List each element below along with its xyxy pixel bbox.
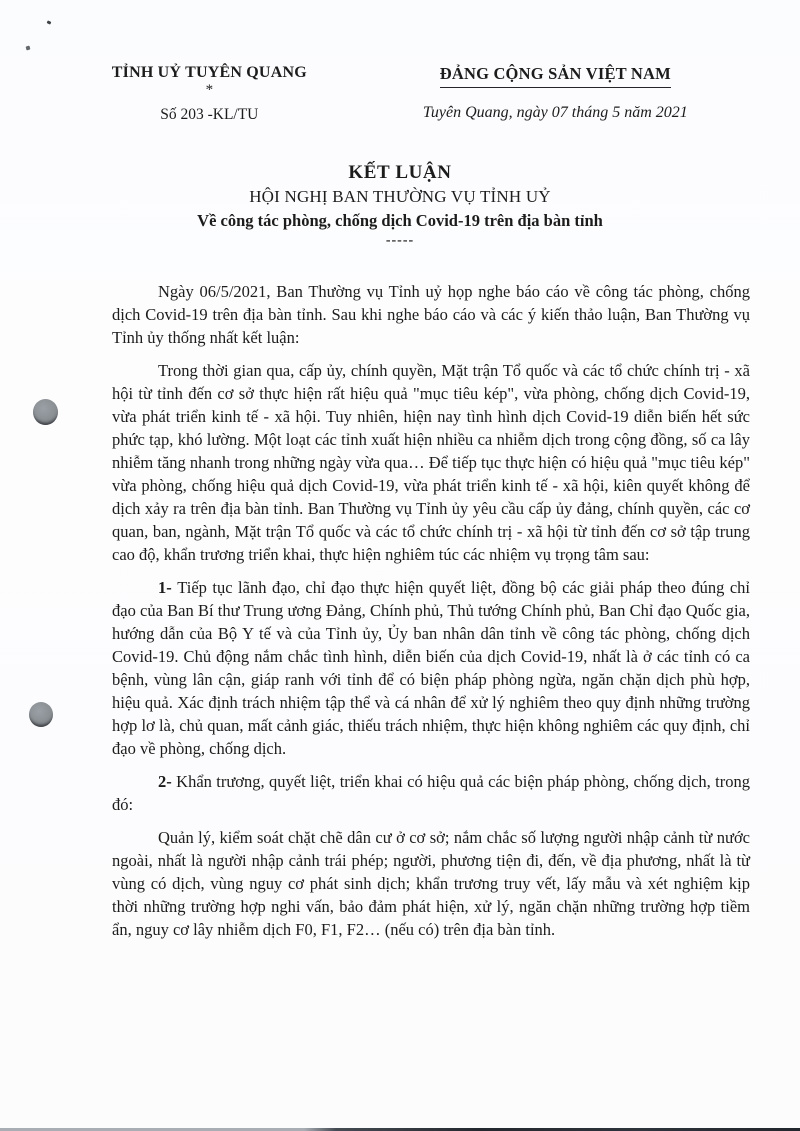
issuing-authority: TỈNH UỶ TUYÊN QUANG bbox=[111, 64, 307, 81]
paragraph bbox=[112, 576, 750, 760]
paragraph-text: Quản lý, kiểm soát chặt chẽ dân cư ở cơ sở; nắm chắc số lượng người nhập cảnh từ nước ngoài, nhất là người nhập cảnh trái phép; người, phương tiện đi, đến, về địa phương, nhất là từ vùng có dịch, vùng nguy cơ phát sinh dịch; khẩn trương truy vết, lấy mẫu và xét nghiệm kịp thời những trường hợp nghi vấn, bảo đảm phát hiện, xử lý, ngăn chặn những trường hợp tiềm ẩn, nguy cơ lây nhiễm dịch F0, F1, F2… (nếu có) trên địa bàn tỉnh. bbox=[112, 828, 750, 939]
document-title: KẾT LUẬN bbox=[348, 162, 452, 183]
paragraph-number: 1- bbox=[158, 578, 172, 597]
paragraph bbox=[112, 280, 750, 349]
paragraph-text: Trong thời gian qua, cấp ủy, chính quyền, Mặt trận Tổ quốc và các tổ chức chính trị - xã hội từ tỉnh đến cơ sở thực hiện rất hiệu quả "mục tiêu kép", vừa phòng, chống dịch Covid-19, vừa phát triển kinh tế - xã hội. Tuy nhiên, hiện nay tình hình dịch Covid-19 diễn biến hết sức phức tạp, khó lường. Một loạt các tỉnh xuất hiện nhiều ca nhiễm dịch trong cộng đồng, số ca lây nhiễm tăng nhanh trong những ngày vừa qua… Để tiếp tục thực hiện có hiệu quả "mục tiêu kép" vừa phòng, chống hiệu quả dịch Covid-19, vừa phát triển kinh tế - xã hội, kiên quyết không để dịch xảy ra trên địa bàn tỉnh. Ban Thường vụ Tỉnh ủy yêu cầu cấp ủy đảng, chính quyền, các cơ quan, ban, ngành, Mặt trận Tổ quốc và các tổ chức chính trị - xã hội từ tỉnh đến cơ sở tập trung cao độ, khẩn trương triển khai, thực hiện nghiêm túc các nhiệm vụ trọng tâm sau: bbox=[112, 361, 750, 564]
separator-star: * bbox=[205, 82, 214, 98]
document-body bbox=[0, 280, 800, 941]
paragraph-text: Khẩn trương, quyết liệt, triển khai có hiệu quả các biện pháp phòng, chống dịch, trong đó: bbox=[112, 772, 751, 814]
paragraph bbox=[112, 359, 750, 566]
title-separator: ----- bbox=[385, 233, 415, 248]
document-number: Số 203 -KL/TU bbox=[160, 106, 259, 123]
document-header bbox=[0, 0, 800, 124]
punch-hole bbox=[33, 399, 58, 425]
paragraph-number: 2- bbox=[158, 772, 172, 791]
paragraph bbox=[112, 770, 750, 816]
issuing-authority-block bbox=[64, 64, 355, 124]
national-motto-block bbox=[355, 64, 756, 124]
party-name: ĐẢNG CỘNG SẢN VIỆT NAM bbox=[440, 64, 671, 88]
paragraph-text: Tiếp tục lãnh đạo, chỉ đạo thực hiện quyết liệt, đồng bộ các giải pháp theo đúng chỉ đạo của Ban Bí thư Trung ương Đảng, Chính phủ, Thủ tướng Chính phủ, Ban Chỉ đạo Quốc gia, hướng dẫn của Bộ Y tế và của Tỉnh ủy, Ủy ban nhân dân tỉnh về công tác phòng, chống dịch Covid-19. Chủ động nắm chắc tình hình, diễn biến của dịch Covid-19, nhất là ở các tỉnh có ca bệnh, vùng lân cận, giáp ranh với tỉnh để có biện pháp phòng ngừa, ngăn chặn dịch phù hợp, hiệu quả. Xác định trách nhiệm tập thể và cá nhân để xử lý nghiêm theo quy định những trường hợp lơ là, chủ quan, mất cảnh giác, thiếu trách nhiệm, thực hiện không nghiêm các quy định, chỉ đạo về phòng, chống dịch. bbox=[112, 578, 751, 758]
document-title-block bbox=[0, 162, 800, 249]
place-dateline: Tuyên Quang, ngày 07 tháng 5 năm 2021 bbox=[422, 104, 688, 121]
paragraph bbox=[112, 826, 750, 941]
punch-hole bbox=[29, 702, 53, 727]
paragraph-text: Ngày 06/5/2021, Ban Thường vụ Tỉnh uỷ họp nghe báo cáo về công tác phòng, chống dịch Covid-19 trên địa bàn tỉnh. Sau khi nghe báo cáo và các ý kiến thảo luận, Ban Thường vụ Tỉnh ủy thống nhất kết luận: bbox=[112, 282, 750, 347]
document-subtitle: HỘI NGHỊ BAN THƯỜNG VỤ TỈNH UỶ bbox=[249, 187, 551, 206]
document-subject: Về công tác phòng, chống dịch Covid-19 trên địa bàn tỉnh bbox=[197, 211, 603, 230]
